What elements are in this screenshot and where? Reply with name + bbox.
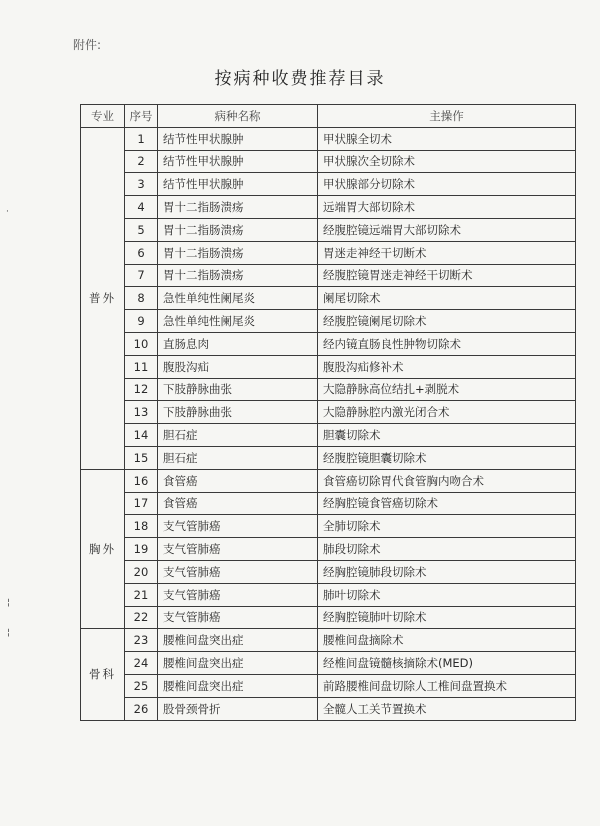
operation-cell: 前路腰椎间盘切除人工椎间盘置换术: [318, 674, 576, 697]
operation-cell: 甲状腺部分切除术: [318, 173, 576, 196]
number-cell: 14: [125, 424, 158, 447]
scan-mark: ·: [6, 207, 9, 217]
number-cell: 18: [125, 515, 158, 538]
number-cell: 23: [125, 629, 158, 652]
number-cell: 4: [125, 196, 158, 219]
disease-cell: 结节性甲状腺肿: [158, 173, 318, 196]
operation-cell: 腰椎间盘摘除术: [318, 629, 576, 652]
number-cell: 10: [125, 332, 158, 355]
header-disease: 病种名称: [158, 105, 318, 128]
disease-cell: 支气管肺癌: [158, 515, 318, 538]
scan-mark: ¦: [7, 628, 11, 638]
operation-cell: 肺段切除术: [318, 538, 576, 561]
specialty-cell: 普外: [81, 127, 125, 469]
operation-cell: 经胸腔镜食管癌切除术: [318, 492, 576, 515]
table-row: [81, 332, 576, 355]
number-cell: 6: [125, 241, 158, 264]
table-row: [81, 218, 576, 241]
operation-cell: 全肺切除术: [318, 515, 576, 538]
scan-mark: ¦: [7, 598, 11, 608]
disease-cell: 腹股沟疝: [158, 355, 318, 378]
disease-cell: 急性单纯性阑尾炎: [158, 287, 318, 310]
operation-cell: 食管癌切除胃代食管胸内吻合术: [318, 469, 576, 492]
operation-cell: 经腹腔镜远端胃大部切除术: [318, 218, 576, 241]
number-cell: 21: [125, 583, 158, 606]
table-row: [81, 150, 576, 173]
disease-cell: 胃十二指肠溃疡: [158, 241, 318, 264]
disease-cell: 结节性甲状腺肿: [158, 150, 318, 173]
number-cell: 24: [125, 652, 158, 675]
number-cell: 17: [125, 492, 158, 515]
disease-cell: 胃十二指肠溃疡: [158, 196, 318, 219]
fee-catalog-table: [80, 104, 576, 721]
operation-cell: 肺叶切除术: [318, 583, 576, 606]
operation-cell: 经腹腔镜阑尾切除术: [318, 310, 576, 333]
operation-cell: 远端胃大部切除术: [318, 196, 576, 219]
table-row: [81, 606, 576, 629]
specialty-cell: 骨科: [81, 629, 125, 720]
table-row: [81, 583, 576, 606]
number-cell: 13: [125, 401, 158, 424]
table-row: [81, 538, 576, 561]
operation-cell: 甲状腺次全切除术: [318, 150, 576, 173]
disease-cell: 胃十二指肠溃疡: [158, 264, 318, 287]
table-header-row: [81, 105, 576, 128]
number-cell: 3: [125, 173, 158, 196]
disease-cell: 腰椎间盘突出症: [158, 629, 318, 652]
operation-cell: 经椎间盘镜髓核摘除术(MED): [318, 652, 576, 675]
number-cell: 2: [125, 150, 158, 173]
table-row: [81, 127, 576, 150]
attachment-label: 附件:: [73, 38, 102, 52]
page-title: 按病种收费推荐目录: [214, 69, 386, 89]
disease-cell: 直肠息肉: [158, 332, 318, 355]
table-row: [81, 492, 576, 515]
header-specialty: 专业: [81, 105, 125, 128]
number-cell: 22: [125, 606, 158, 629]
disease-cell: 结节性甲状腺肿: [158, 127, 318, 150]
disease-cell: 胆石症: [158, 446, 318, 469]
number-cell: 12: [125, 378, 158, 401]
operation-cell: 大隐静脉高位结扎+剥脱术: [318, 378, 576, 401]
disease-cell: 支气管肺癌: [158, 606, 318, 629]
table-row: [81, 560, 576, 583]
operation-cell: 大隐静脉腔内激光闭合术: [318, 401, 576, 424]
number-cell: 19: [125, 538, 158, 561]
disease-cell: 食管癌: [158, 469, 318, 492]
table-body: [81, 127, 576, 720]
table-row: [81, 424, 576, 447]
operation-cell: 经腹腔镜胃迷走神经干切断术: [318, 264, 576, 287]
header-operation: 主操作: [318, 105, 576, 128]
table-row: [81, 515, 576, 538]
header-number: 序号: [125, 105, 158, 128]
disease-cell: 胆石症: [158, 424, 318, 447]
number-cell: 7: [125, 264, 158, 287]
operation-cell: 腹股沟疝修补术: [318, 355, 576, 378]
number-cell: 1: [125, 127, 158, 150]
number-cell: 9: [125, 310, 158, 333]
disease-cell: 下肢静脉曲张: [158, 378, 318, 401]
number-cell: 20: [125, 560, 158, 583]
operation-cell: 经腹腔镜胆囊切除术: [318, 446, 576, 469]
table-row: [81, 287, 576, 310]
table-row: [81, 173, 576, 196]
table-row: [81, 652, 576, 675]
operation-cell: 经胸腔镜肺段切除术: [318, 560, 576, 583]
operation-cell: 阑尾切除术: [318, 287, 576, 310]
disease-cell: 股骨颈骨折: [158, 697, 318, 720]
table-row: [81, 355, 576, 378]
number-cell: 15: [125, 446, 158, 469]
number-cell: 25: [125, 674, 158, 697]
table-row: [81, 446, 576, 469]
table-row: [81, 674, 576, 697]
operation-cell: 经内镜直肠良性肿物切除术: [318, 332, 576, 355]
number-cell: 5: [125, 218, 158, 241]
table-row: [81, 697, 576, 720]
number-cell: 11: [125, 355, 158, 378]
specialty-cell: 胸外: [81, 469, 125, 629]
table-row: [81, 469, 576, 492]
operation-cell: 胆囊切除术: [318, 424, 576, 447]
disease-cell: 支气管肺癌: [158, 560, 318, 583]
disease-cell: 支气管肺癌: [158, 538, 318, 561]
table-row: [81, 378, 576, 401]
table-row: [81, 241, 576, 264]
disease-cell: 支气管肺癌: [158, 583, 318, 606]
table-row: [81, 629, 576, 652]
table-row: [81, 310, 576, 333]
disease-cell: 食管癌: [158, 492, 318, 515]
disease-cell: 腰椎间盘突出症: [158, 674, 318, 697]
operation-cell: 胃迷走神经干切断术: [318, 241, 576, 264]
table-row: [81, 196, 576, 219]
operation-cell: 经胸腔镜肺叶切除术: [318, 606, 576, 629]
table-row: [81, 401, 576, 424]
number-cell: 26: [125, 697, 158, 720]
number-cell: 16: [125, 469, 158, 492]
number-cell: 8: [125, 287, 158, 310]
operation-cell: 甲状腺全切术: [318, 127, 576, 150]
disease-cell: 腰椎间盘突出症: [158, 652, 318, 675]
table-row: [81, 264, 576, 287]
operation-cell: 全髋人工关节置换术: [318, 697, 576, 720]
disease-cell: 下肢静脉曲张: [158, 401, 318, 424]
disease-cell: 胃十二指肠溃疡: [158, 218, 318, 241]
disease-cell: 急性单纯性阑尾炎: [158, 310, 318, 333]
